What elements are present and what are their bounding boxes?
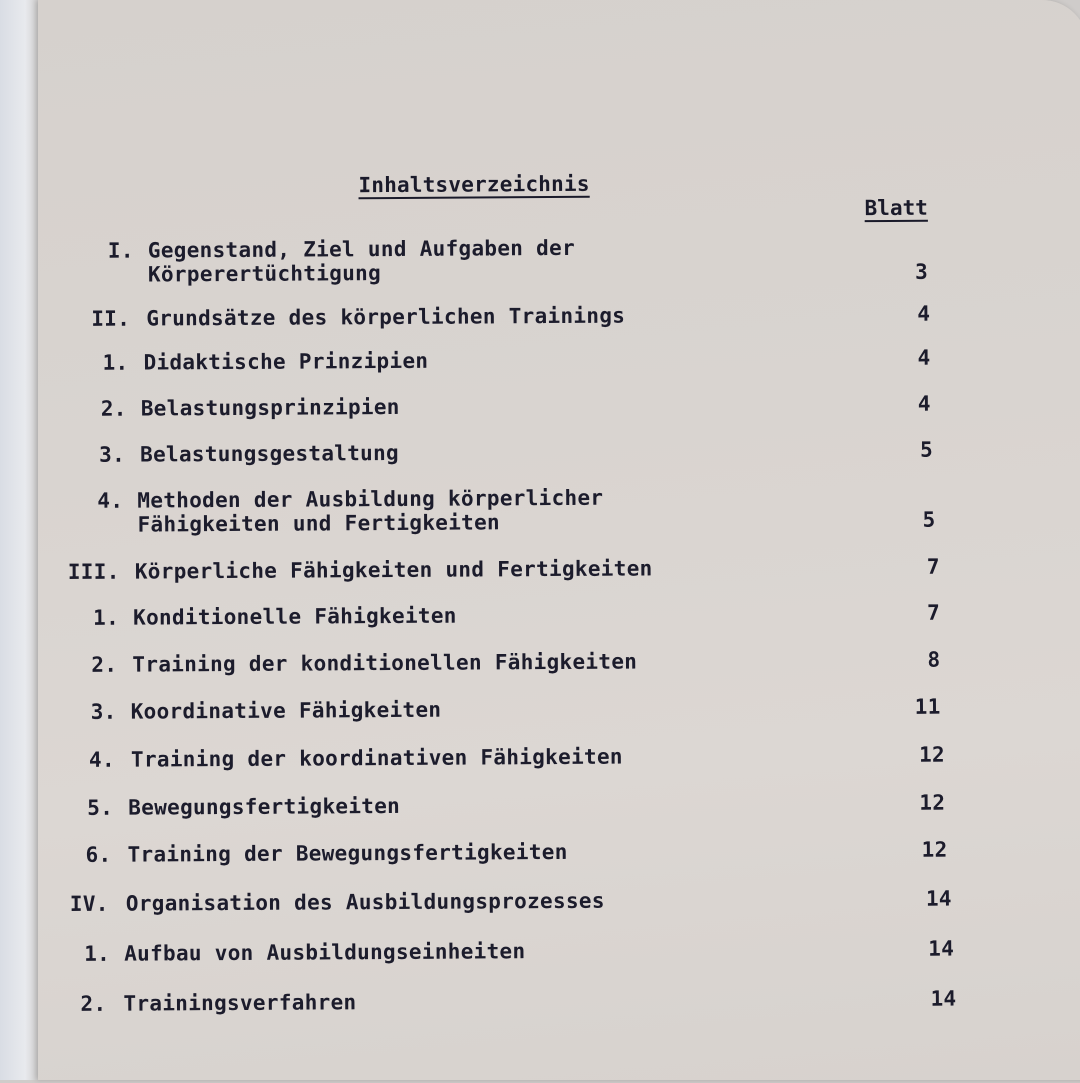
toc-entry-number: 4. xyxy=(88,747,115,772)
toc-entry-title: Training der koordinativen Fähigkeiten xyxy=(130,744,623,772)
page-column-header: Blatt xyxy=(864,195,928,221)
toc-entry-page-number: 12 xyxy=(919,790,946,815)
toc-entry-title: Trainingsverfahren xyxy=(123,990,357,1016)
toc-entry-number: 1. xyxy=(93,605,120,630)
toc-entry-title: Methoden der Ausbildung körperlicher Fähigkeiten und Fertigkeiten xyxy=(137,485,604,537)
toc-entry-page-number: 7 xyxy=(927,600,941,625)
toc-entry-title: Grundsätze des körperlichen Trainings xyxy=(146,303,626,331)
toc-entry-number: II. xyxy=(91,306,131,331)
toc-entry-title: Gegenstand, Ziel und Aufgaben der Körperertüchtigung xyxy=(147,235,576,287)
toc-entry-page-number: 7 xyxy=(926,554,940,579)
toc-entry-page-number: 14 xyxy=(930,986,957,1011)
toc-entry-number: 1. xyxy=(102,350,129,375)
toc-entry-number: 1. xyxy=(84,941,111,966)
toc-entry xyxy=(40,936,1080,993)
toc-entry-number: 4. xyxy=(97,488,124,513)
toc-entry-page-number: 5 xyxy=(922,507,936,532)
toc-entry-page-number: 8 xyxy=(927,647,941,672)
toc-entry-page-number: 4 xyxy=(917,345,931,370)
toc-entry-title: Didaktische Prinzipien xyxy=(143,348,429,375)
toc-entry-number: III. xyxy=(67,559,120,584)
toc-entry xyxy=(39,694,1080,751)
toc-entry-number: 2. xyxy=(91,652,118,677)
toc-entry-page-number: 12 xyxy=(921,837,948,862)
toc-entry xyxy=(39,837,1080,894)
toc-entry-number: 6. xyxy=(85,842,112,867)
toc-entry-title: Training der konditionellen Fähigkeiten xyxy=(132,649,638,677)
toc-entry xyxy=(37,483,1080,540)
toc-entry-number: 3. xyxy=(99,442,126,467)
toc-entry-page-number: 5 xyxy=(920,437,934,462)
toc-entry-number: 2. xyxy=(80,991,107,1016)
toc-entry-number: I. xyxy=(107,238,134,263)
toc-entry xyxy=(40,886,1080,943)
toc-entry-number: 3. xyxy=(90,699,117,724)
page-content xyxy=(34,0,1080,1083)
toc-entry-number: 2. xyxy=(100,396,127,421)
toc-entry-title: Körperliche Fähigkeiten und Fertigkeiten xyxy=(134,556,653,584)
toc-entry-title: Bewegungsfertigkeiten xyxy=(128,793,401,820)
toc-title: Inhaltsverzeichnis xyxy=(358,171,590,198)
toc-entry-page-number: 12 xyxy=(918,742,946,767)
toc-entry-title: Belastungsprinzipien xyxy=(140,394,400,421)
toc-entry xyxy=(39,742,1080,799)
toc-entry-title: Organisation des Ausbildungsprozesses xyxy=(125,888,605,916)
toc-entry-title: Koordinative Fähigkeiten xyxy=(130,697,442,724)
document-page xyxy=(38,0,1080,1080)
toc-entry-title: Training der Bewegungsfertigkeiten xyxy=(127,839,568,867)
toc-entry-page-number: 14 xyxy=(928,936,955,961)
toc-entry-number: 5. xyxy=(87,795,114,820)
toc-entry xyxy=(36,233,1080,290)
toc-entry-title: Belastungsgestaltung xyxy=(140,440,400,467)
toc-entry-page-number: 11 xyxy=(914,694,941,719)
toc-entry-page-number: 4 xyxy=(917,301,931,326)
toc-entry-page-number: 4 xyxy=(917,391,931,416)
toc-entry-number: IV. xyxy=(69,891,109,916)
toc-entry-page-number: 14 xyxy=(925,886,952,911)
toc-entry-title: Aufbau von Ausbildungseinheiten xyxy=(124,939,526,966)
toc-entry-title: Konditionelle Fähigkeiten xyxy=(133,603,457,630)
toc-entry xyxy=(40,986,1080,1043)
toc-entry-page-number: 3 xyxy=(914,259,929,284)
